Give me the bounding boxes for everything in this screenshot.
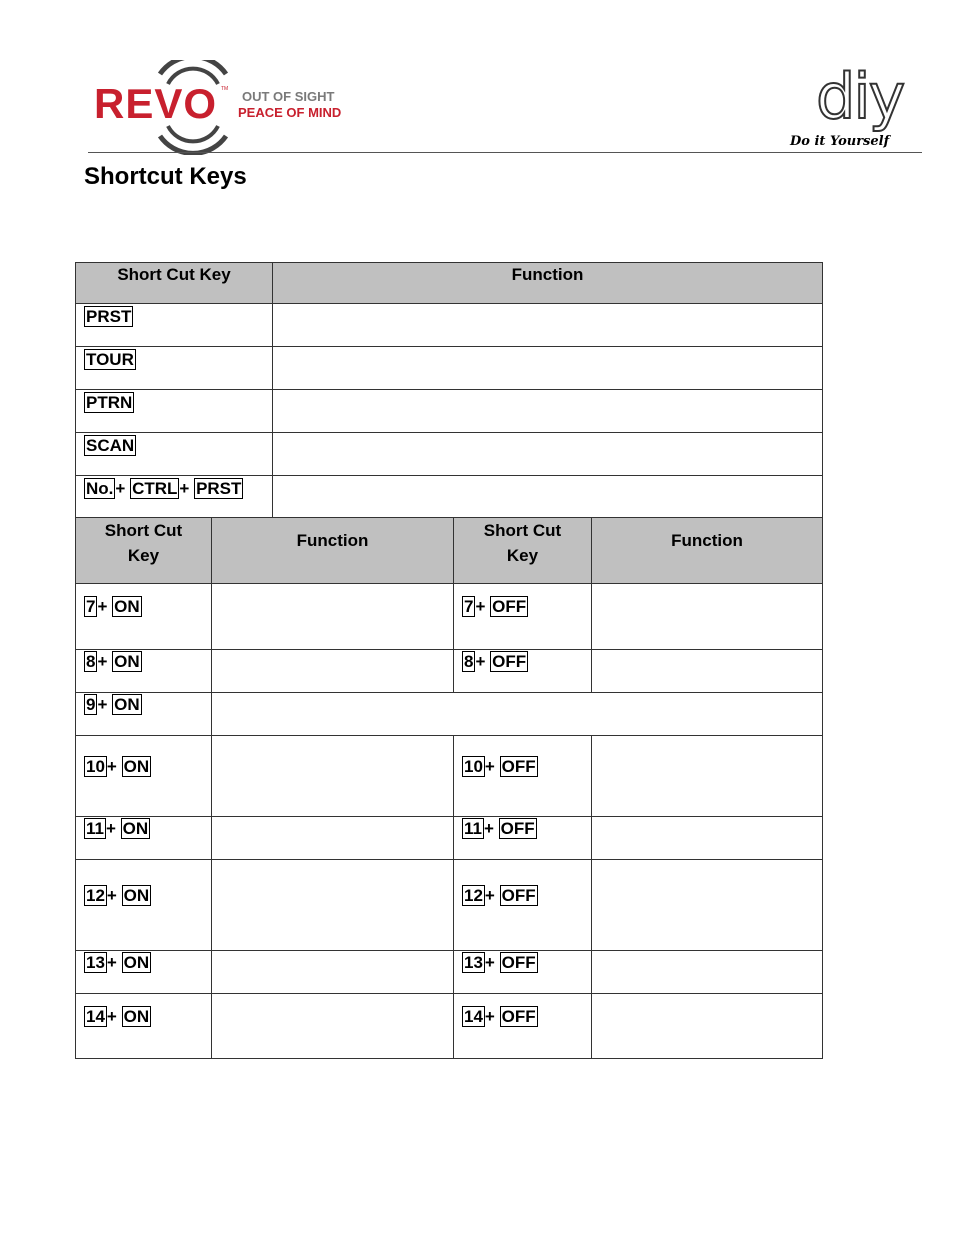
key-number: 12 xyxy=(86,886,105,905)
plus-sign: + xyxy=(475,652,486,671)
function-cell xyxy=(212,736,454,817)
plus-sign: + xyxy=(97,652,108,671)
key-off: OFF xyxy=(500,819,535,838)
function-cell xyxy=(592,736,823,817)
function-cell xyxy=(592,817,823,860)
function-cell xyxy=(273,433,823,476)
key-on: ON xyxy=(123,953,150,972)
key-off: OFF xyxy=(501,1007,536,1026)
plus-sign: + xyxy=(106,757,117,776)
key-on: ON xyxy=(123,886,150,905)
function-cell xyxy=(212,817,454,860)
key-prst: PRST xyxy=(196,479,242,498)
diy-logo xyxy=(786,60,926,152)
table-row xyxy=(76,693,823,736)
table-row xyxy=(76,584,823,650)
header-shortcut-key: Short Cut Key xyxy=(76,263,273,304)
table-row xyxy=(76,860,823,951)
key-number: 11 xyxy=(86,819,104,838)
key-on: ON xyxy=(114,695,140,714)
function-cell xyxy=(212,951,454,994)
key-scan: SCAN xyxy=(86,436,135,455)
header-shortcut-key-right xyxy=(454,518,592,584)
table-row xyxy=(76,433,823,476)
function-cell xyxy=(592,860,823,951)
key-number: 10 xyxy=(464,757,483,776)
function-cell-merged xyxy=(212,693,823,736)
tagline-bottom: PEACE OF MIND xyxy=(238,105,342,120)
function-cell xyxy=(273,476,823,518)
header-divider xyxy=(88,152,922,153)
key-ptrn: PTRN xyxy=(86,393,133,412)
key-number: 14 xyxy=(464,1007,483,1026)
key-off: OFF xyxy=(492,597,527,616)
key-off: OFF xyxy=(501,757,536,776)
key-number: 13 xyxy=(86,953,105,972)
function-cell xyxy=(212,584,454,650)
key-number: 7 xyxy=(464,597,474,616)
plus-sign: + xyxy=(115,479,126,498)
header-shortcut-key-left xyxy=(76,518,212,584)
header-label: Short Cut Key xyxy=(104,521,183,565)
function-cell xyxy=(212,650,454,693)
key-number: 11 xyxy=(464,819,482,838)
revo-wordmark: REVO xyxy=(94,80,218,127)
table-row xyxy=(76,304,823,347)
header-function: Function xyxy=(273,263,823,304)
plus-sign: + xyxy=(106,886,117,905)
shortcut-table-main xyxy=(75,262,823,518)
plus-sign: + xyxy=(97,695,108,714)
plus-sign: + xyxy=(97,597,108,616)
key-number: 9 xyxy=(86,695,96,714)
key-number: 13 xyxy=(464,953,483,972)
plus-sign: + xyxy=(484,757,495,776)
key-on: ON xyxy=(114,597,140,616)
table-row xyxy=(76,476,823,518)
plus-sign: + xyxy=(105,819,116,838)
key-number: 14 xyxy=(86,1007,105,1026)
key-number: 8 xyxy=(464,652,474,671)
page-title: Shortcut Keys xyxy=(84,163,247,190)
plus-sign: + xyxy=(484,1007,495,1026)
table-row xyxy=(76,347,823,390)
plus-sign: + xyxy=(106,1007,117,1026)
table-row xyxy=(76,951,823,994)
function-cell xyxy=(592,584,823,650)
function-cell xyxy=(273,390,823,433)
key-number: 7 xyxy=(86,597,96,616)
tagline-top: OUT OF SIGHT xyxy=(242,89,335,104)
key-off: OFF xyxy=(501,953,536,972)
key-on: ON xyxy=(123,1007,150,1026)
table-row xyxy=(76,390,823,433)
key-number: 12 xyxy=(464,886,483,905)
plus-sign: + xyxy=(475,597,486,616)
plus-sign: + xyxy=(483,819,494,838)
key-off: OFF xyxy=(501,886,536,905)
key-on: ON xyxy=(114,652,140,671)
key-prst: PRST xyxy=(86,307,132,326)
table-row xyxy=(76,817,823,860)
function-cell xyxy=(212,860,454,951)
function-cell xyxy=(273,304,823,347)
key-no: No. xyxy=(86,479,114,498)
key-ctrl: CTRL xyxy=(132,479,178,498)
plus-sign: + xyxy=(106,953,117,972)
plus-sign: + xyxy=(484,953,495,972)
diy-subtitle: Do it Yourself xyxy=(790,134,890,149)
function-cell xyxy=(592,650,823,693)
key-number: 8 xyxy=(86,652,96,671)
revo-trademark: TM xyxy=(221,86,229,92)
revo-logo xyxy=(88,60,358,155)
function-cell xyxy=(273,347,823,390)
table-header-row xyxy=(76,263,823,304)
shortcut-table-onoff xyxy=(75,517,823,1059)
table-row xyxy=(76,994,823,1059)
key-tour: TOUR xyxy=(86,350,134,369)
plus-sign: + xyxy=(484,886,495,905)
key-on: ON xyxy=(123,757,150,776)
header-function-right: Function xyxy=(592,518,823,584)
key-on: ON xyxy=(122,819,149,838)
table-row xyxy=(76,736,823,817)
function-cell xyxy=(592,994,823,1059)
function-cell xyxy=(212,994,454,1059)
key-number: 10 xyxy=(86,757,105,776)
table-header-row xyxy=(76,518,823,584)
diy-wordmark: diy xyxy=(816,60,904,133)
header-function-left: Function xyxy=(212,518,454,584)
function-cell xyxy=(592,951,823,994)
header-label: Short Cut Key xyxy=(483,521,562,565)
key-off: OFF xyxy=(492,652,527,671)
table-row xyxy=(76,650,823,693)
plus-sign: + xyxy=(179,479,190,498)
